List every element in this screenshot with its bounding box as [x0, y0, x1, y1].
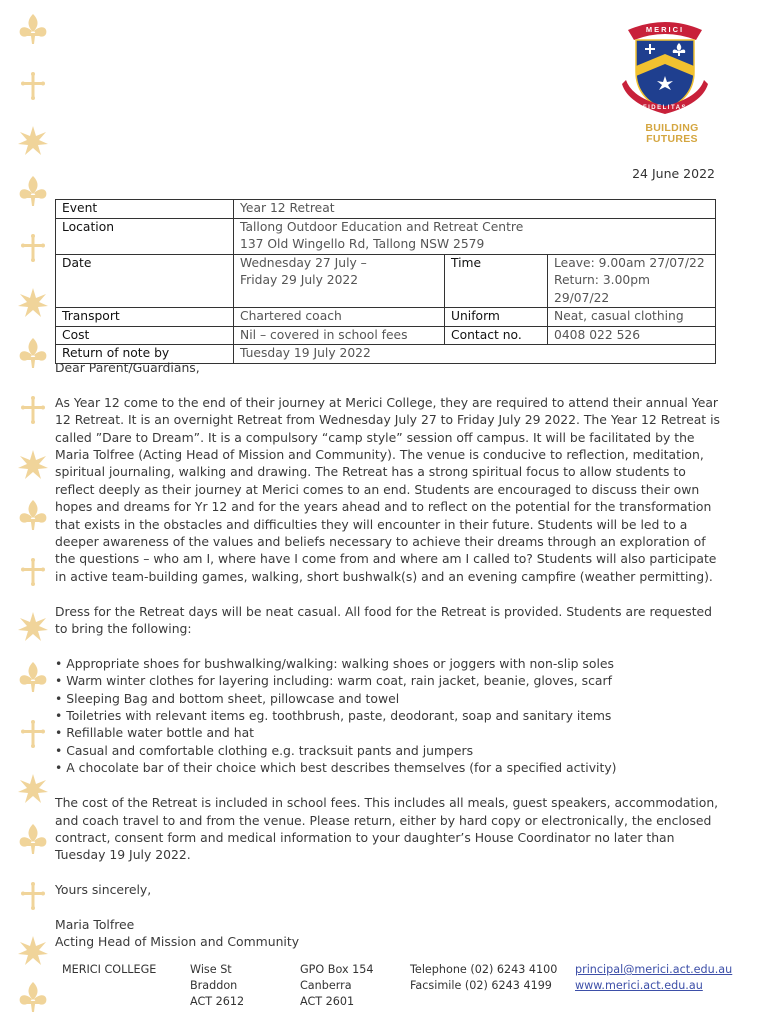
- list-item: • Casual and comfortable clothing e.g. tracksuit pants and jumpers: [55, 742, 474, 758]
- crest-caption-line1: BUILDING: [645, 122, 699, 134]
- return-value: Tuesday 19 July 2022: [234, 345, 716, 364]
- event-label: Event: [56, 200, 234, 219]
- paragraph-dress: Dress for the Retreat days will be neat casual. All food for the Retreat is provided. Students are requested to bring the following:: [55, 603, 713, 637]
- table-row: [56, 326, 716, 345]
- location-line-2: 137 Old Wingello Rd, Tallong NSW 2579: [240, 237, 485, 251]
- time-value: [548, 254, 716, 308]
- footer-street-address: [190, 962, 244, 1010]
- email-link[interactable]: principal@merici.act.edu.au: [575, 963, 733, 976]
- date-line-1: Wednesday 27 July –: [240, 255, 367, 270]
- crest-caption-line2: FUTURES: [646, 133, 698, 145]
- telephone: Telephone (02) 6243 4100: [410, 963, 558, 976]
- address-line-1: Wise St: [190, 963, 232, 976]
- uniform-label: Uniform: [445, 308, 548, 327]
- footer-links: [575, 962, 732, 994]
- crest-caption: [632, 123, 712, 145]
- facsimile: Facsimile (02) 6243 4199: [410, 979, 552, 992]
- date-line-2: Friday 29 July 2022: [240, 273, 359, 287]
- crest-banner-bottom-text: FIDELITAS: [642, 105, 688, 111]
- location-line-1: Tallong Outdoor Education and Retreat Centre: [240, 219, 524, 234]
- transport-label: Transport: [56, 308, 234, 327]
- footer-phone-fax: [410, 962, 557, 994]
- list-item: • Refillable water bottle and hat: [55, 725, 255, 741]
- return-label: Return of note by: [56, 345, 234, 364]
- po-line-3: ACT 2601: [300, 995, 355, 1008]
- footer-brand: MERICI COLLEGE: [62, 963, 157, 976]
- po-line-2: Canberra: [300, 979, 352, 992]
- shield-emblem: [620, 10, 710, 122]
- date-value: [234, 254, 445, 308]
- time-label: Time: [445, 254, 548, 308]
- closing: Yours sincerely,: [55, 882, 152, 898]
- website-link[interactable]: www.merici.act.edu.au: [575, 979, 703, 992]
- list-item: • Toiletries with relevant items eg. toothbrush, paste, deodorant, soap and sanitary items: [55, 708, 612, 724]
- location-value: [234, 218, 716, 254]
- time-leave: Leave: 9.00am 27/07/22: [554, 255, 705, 270]
- packing-list: [55, 655, 720, 777]
- table-row: [56, 254, 716, 308]
- signatory-name: Maria Tolfree: [55, 916, 135, 932]
- po-line-1: GPO Box 154: [300, 963, 374, 976]
- list-item: • Warm winter clothes for layering including: warm coat, rain jacket, beanie, gloves, scarf: [55, 673, 612, 689]
- letter-date: 24 June 2022: [632, 166, 715, 181]
- salutation: Dear Parent/Guardians,: [55, 360, 200, 375]
- address-line-2: Braddon: [190, 979, 238, 992]
- table-row: [56, 308, 716, 327]
- footer-postal-address: [300, 962, 373, 1010]
- location-label: Location: [56, 218, 234, 254]
- table-row: [56, 200, 716, 219]
- college-crest: [620, 10, 702, 126]
- letter-body: [55, 359, 720, 951]
- signatory-title: Acting Head of Mission and Community: [55, 934, 300, 950]
- contact-value: 0408 022 526: [548, 326, 716, 345]
- time-return: Return: 3.00pm 29/07/22: [554, 273, 651, 305]
- list-item: • A chocolate bar of their choice which best describes themselves (for a specified activity): [55, 760, 617, 776]
- list-item: • Sleeping Bag and bottom sheet, pillowcase and towel: [55, 690, 400, 706]
- table-row: [56, 218, 716, 254]
- crest-banner-top-text: MERICI: [645, 25, 685, 34]
- contact-label: Contact no.: [445, 326, 548, 345]
- cost-value: Nil – covered in school fees: [234, 326, 445, 345]
- uniform-value: Neat, casual clothing: [548, 308, 716, 327]
- list-item: • Appropriate shoes for bushwalking/walking: walking shoes or joggers with non-slip soles: [55, 655, 614, 671]
- paragraph-intro: As Year 12 come to the end of their journey at Merici College, they are required to attend their annual Year 12 Retreat. It is an overnight Retreat from Wednesday July 27 to Friday July 29 2022. The Year 12 Retreat is called ”Dare to Dream”. It is a compulsory “camp style” session off campus. It will be facilitated by the Maria Tolfree (Acting Head of Mission and Community). The venue is conducive to reflection, meditation, spiritual journaling, walking and drawing. The Retreat has a strong spiritual focus to allow students to reflect deeply as their journey at Merici comes to an end. Students are encouraged to discuss their own hopes and dreams for Yr 12 and for the years ahead and to reflect on the potential for the transformation that exists in the obstacles and difficulties they will encounter in their future. Students will be led to a deeper awareness of the values and beliefs necessary to achieve their dreams through an exploration of the questions – who am I, where have I come from and where am I called to? Students will also participate in active team-building games, walking, short bushwalk(s) and an evening campfire (weather permitting).: [55, 394, 720, 584]
- transport-value: Chartered coach: [234, 308, 445, 327]
- date-label: Date: [56, 254, 234, 308]
- paragraph-cost: The cost of the Retreat is included in school fees. This includes all meals, guest speakers, accommodation, and coach travel to and from the venue. Please return, either by hard copy or electronically, the enclosed contract, consent form and medical information to your daughter’s House Coordinator no later than Tuesday 19 July 2022.: [55, 795, 719, 863]
- event-details-table: [55, 199, 716, 364]
- event-value: Year 12 Retreat: [234, 200, 716, 219]
- cost-label: Cost: [56, 326, 234, 345]
- fleur-cross-star-pattern: [16, 14, 50, 1014]
- address-line-3: ACT 2612: [190, 995, 245, 1008]
- decorative-left-strip: [16, 14, 50, 1014]
